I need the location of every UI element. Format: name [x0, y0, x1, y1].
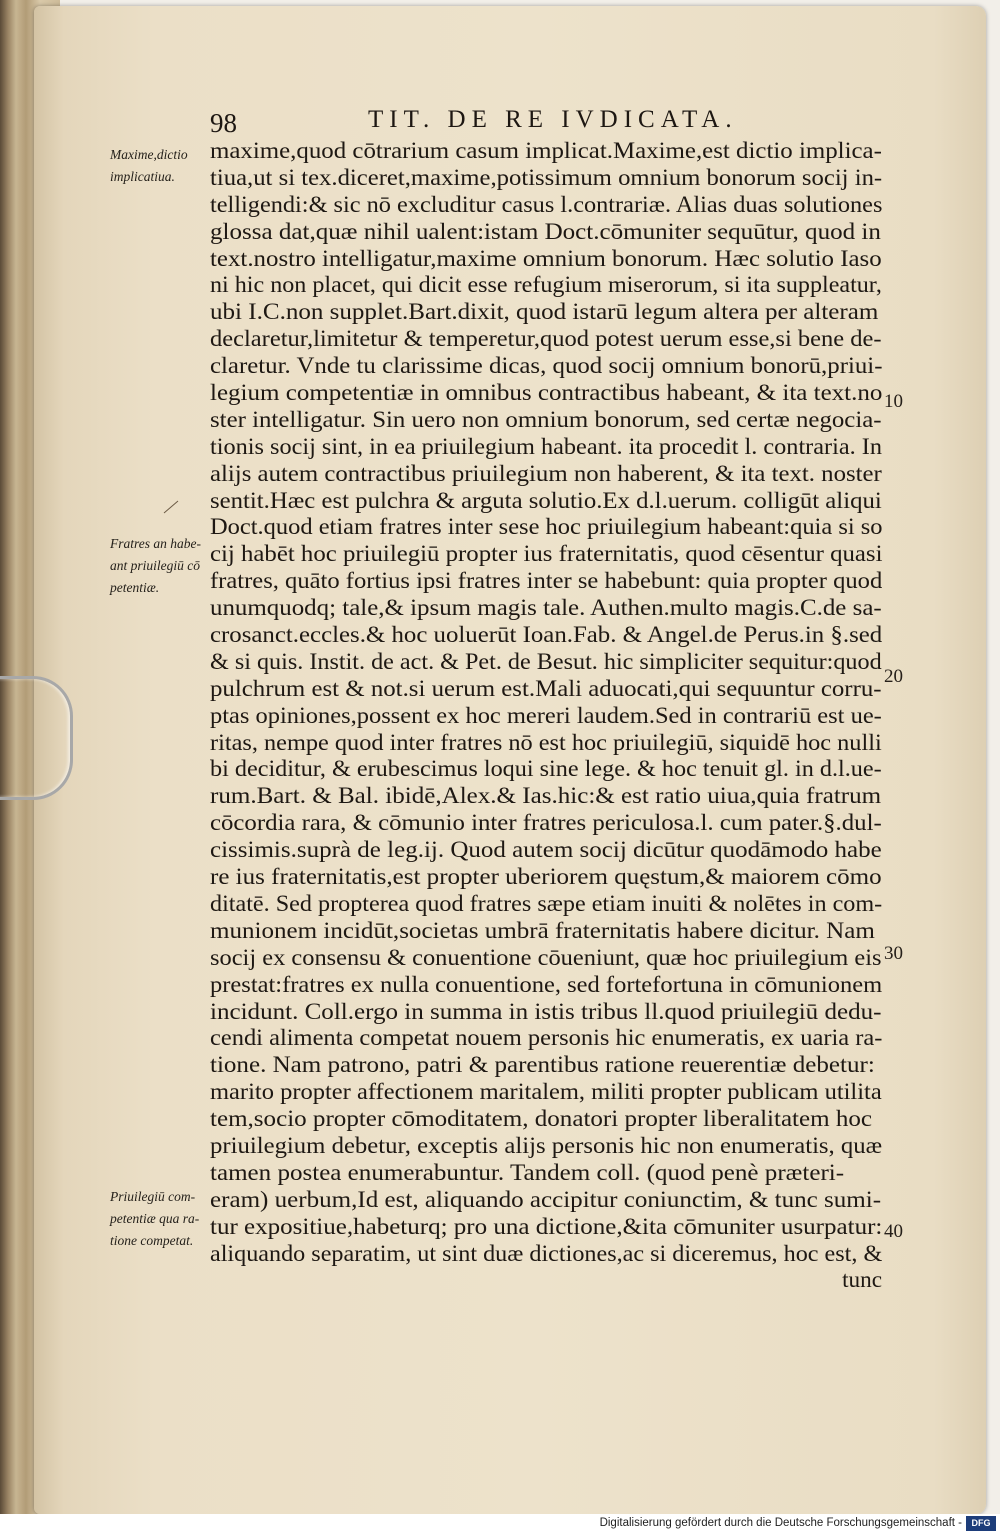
pen-mark-icon: [162, 500, 180, 514]
text-line: tem,socio propter cōmoditatem, donatori propter liberalitatem hoc: [210, 1106, 873, 1133]
text-line: telligendi:& sic nō excluditur casus l.contrariæ. Alias duas solutiones: [210, 191, 883, 218]
text-line: ubi I.C.non supplet.Bart.dixit, quod istarū legum altera per alteram: [210, 299, 879, 326]
margin-note-line: tione competat.: [110, 1233, 194, 1248]
text-line: cissimis.suprà de leg.ij. Quod autem socij dicūtur quodāmodo habe: [210, 837, 882, 864]
text-line: text.nostro intelligatur,maxime omnium bonorum. Hæc solutio Iaso: [210, 245, 882, 272]
text-line: unumquodq; tale,& ipsum magis tale. Authen.multo magis.C.de sa-: [210, 595, 882, 622]
text-line: marito propter affectionem maritalem, militi propter publicam utilita: [210, 1079, 882, 1106]
text-line: tionis socij sint, in ea priuilegium habeant. ita procedit l. contraria. In: [210, 433, 882, 460]
folio-number: 98: [210, 108, 237, 138]
margin-note-line: implicatiua.: [110, 169, 175, 184]
text-line: munionem incidūt,societas umbrā fraternitatis habere dicitur. Nam: [210, 917, 875, 944]
page-clip-icon: [0, 676, 73, 800]
text-line: tione. Nam patrono, patri & parentibus ratione reuerentiæ debetur:: [210, 1052, 875, 1079]
text-line: ster intelligatur. Sin uero non omnium bonorum, sed certæ negocia-: [210, 406, 882, 433]
text-line: cij habēt hoc priuilegiū propter ius fraternitatis, quod cēsentur quasi: [210, 541, 883, 568]
text-line: aliquando separatim, ut sint duæ dictiones,ac si diceremus, hoc est, &: [210, 1240, 883, 1267]
funding-credit: Digitalisierung gefördert durch die Deutsche Forschungsgemeinschaft -: [599, 1517, 962, 1529]
text-line: ritas, nempe quod inter fratres nō est hoc priuilegiū, siquidē hoc nulli: [210, 729, 882, 756]
text-line: maxime,quod cōtrarium casum implicat.Maxime,est dictio implica-: [210, 138, 882, 164]
text-line: Doct.quod etiam fratres inter sese hoc priuilegium habeant:quia si so: [210, 514, 883, 541]
text-line: fratres, quāto fortius ipsi fratres inter se habebunt: quia propter quod: [210, 568, 883, 595]
margin-note-line: petentiæ qua ra-: [110, 1211, 200, 1226]
text-line: rum.Bart. & Bal. ibidē,Alex.& Ias.hic:& est ratio uiua,quia fratrum: [210, 783, 882, 810]
text-line: prestat:fratres ex nulla conuentione, sed fortefortuna in cōmunionem: [210, 971, 883, 998]
dfg-logo: DFG: [966, 1516, 996, 1531]
text-line: tunc: [842, 1267, 882, 1294]
text-line: tiua,ut si tex.diceret,maxime,potissimum omnium bonorum socij in-: [210, 164, 883, 191]
margin-note-maxime: [110, 144, 212, 188]
text-line: legium competentiæ in omnibus contractibus habeant, & ita text.no: [210, 380, 883, 407]
text-line: re ius fraternitatis,est propter uberiorem quęstum,& maiorem cōmo: [210, 864, 882, 891]
margin-note-fratres: [110, 533, 212, 599]
line-number-20: 20: [884, 666, 903, 687]
page-header: [210, 108, 880, 142]
margin-note-priuilegium: [110, 1186, 212, 1252]
text-line: ptas opiniones,possent ex hoc mereri laudem.Sed in contrariū est ue-: [210, 702, 882, 729]
text-line: incidunt. Coll.ergo in summa in istis tribus ll.quod priuilegiū dedu-: [210, 998, 882, 1025]
text-line: ditatē. Sed propterea quod fratres sæpe etiam inuiti & nolētes in com-: [210, 890, 883, 917]
line-number-40: 40: [884, 1221, 903, 1242]
text-line: tamen postea enumerabuntur. Tandem coll. (quod penè præteri-: [210, 1159, 845, 1186]
text-line: sentit.Hæc est pulchra & arguta solutio.Ex d.l.uerum. colligūt aliqui: [210, 487, 882, 514]
text-line: declaretur,limitetur & temperetur,quod potest uerum esse,si bene de-: [210, 326, 882, 353]
text-line: cōcordia rara, & cōmunio inter fratres periculosa.l. cum pater.§.dul-: [210, 810, 882, 837]
margin-note-line: petentiæ.: [110, 580, 160, 595]
text-line: tur expositiue,habeturq; pro una dictione,&ita cōmuniter usurpatur:: [210, 1213, 883, 1240]
margin-note-line: Priuilegiū com-: [110, 1189, 196, 1204]
text-line: eram) uerbum,Id est, aliquando accipitur coniunctim, & tunc sumi-: [210, 1186, 882, 1213]
text-line: cendi alimenta competat nouem personis hic enumeratis, ex uaria ra-: [210, 1025, 883, 1052]
margin-note-line: Maxime,dictio: [110, 147, 188, 162]
margin-note-line: Fratres an habe-: [110, 536, 201, 551]
text-line: socij ex consensu & conuentione cōueniunt, quæ hoc priuilegium eis: [210, 944, 882, 971]
text-line: pulchrum est & not.si uerum est.Mali aduocati,qui sequuntur corru-: [210, 675, 882, 702]
text-line: claretur. Vnde tu clarissime dicas, quod socij omnium bonorū,priui-: [210, 353, 883, 380]
body-text: [210, 138, 882, 1294]
text-line: crosanct.eccles.& hoc uoluerūt Ioan.Fab. & Angel.de Perus.in §.sed: [210, 622, 883, 649]
text-line: glossa dat,quæ nihil ualent:istam Doct.cōmuniter sequūtur, quod in: [210, 218, 881, 245]
text-line: alijs autem contractibus priuilegium non haberent, & ita text. noster: [210, 460, 882, 487]
line-number-30: 30: [884, 943, 903, 964]
footer-bar: [0, 1514, 1000, 1534]
text-line: ni hic non placet, qui dicit esse refugium miserorum, si ita suppleatur,: [210, 272, 882, 299]
running-title: TIT. DE RE IVDICATA.: [368, 106, 738, 133]
margin-note-line: ant priuilegiū cō: [110, 558, 200, 573]
text-line: & si quis. Instit. de act. & Pet. de Besut. hic simpliciter sequitur:quod: [210, 648, 882, 675]
text-line: priuilegium debetur, exceptis alijs personis hic non enumeratis, quæ: [210, 1132, 883, 1159]
line-number-10: 10: [884, 391, 903, 412]
text-line: bi deciditur, & erubescimus loqui sine lege. & hoc tenuit gl. in d.l.ue-: [210, 756, 882, 783]
